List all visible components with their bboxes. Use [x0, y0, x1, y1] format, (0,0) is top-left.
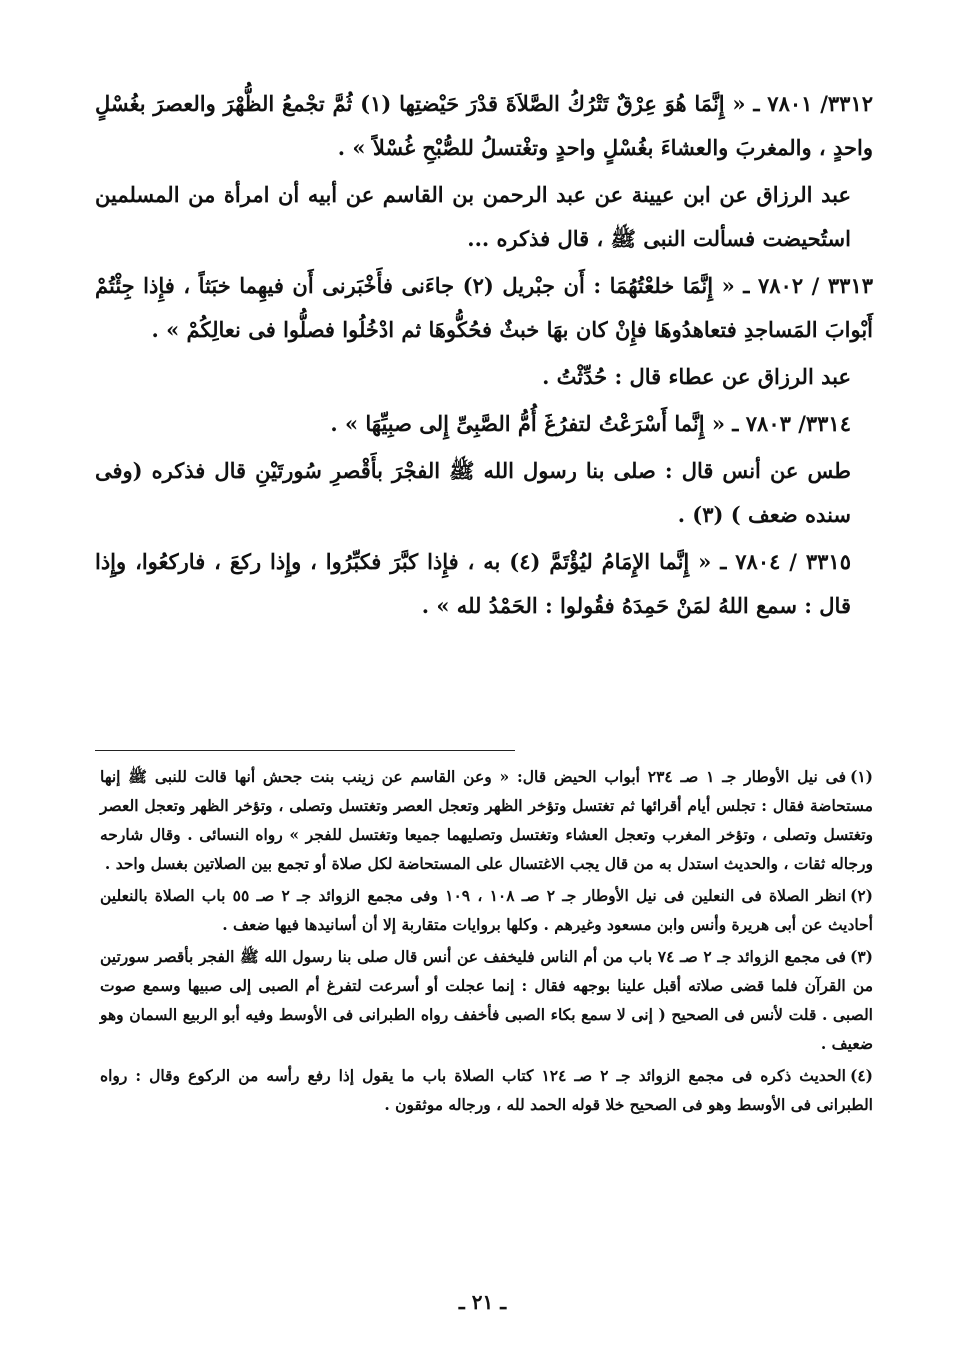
footnote-text: فى مجمع الزوائد جـ ٢ صـ ٧٤ باب من أم الناس فليخفف عن أنس قال صلى بنا رسول الله ﷺ الفجر بأقصر سورتين من القرآن فلما قضى صلاته أقبل علينا بوجهه فقال : إنما عجلت أو أسرعت لتفرغ أم الصبى إلى صبيها وسمع صوت الصبى . قلت لأنس فى الصحيح ( إنى لا سمع بكاء الصبى فأخفف رواه الطبرانى فى الأوسط وفيه أبو الربيع السمان وهو ضعيف . [100, 947, 873, 1053]
footnote-number: (٣) [849, 947, 873, 966]
footnote-1 [100, 762, 873, 878]
isnad-3314-tabarani: طس عن أنس قال : صلى بنا رسول الله ﷺ الفجْرَ بأَقْصرِ سُورتَيْنِ قال فذكره (وفى سنده ضعف ) (٣) . [95, 458, 851, 527]
isnad-3312: عبد الرزاق عن ابن عيينة عن عبد الرحمن بن القاسم عن أبيه أن امرأة من المسلمين استُحيضت فسألت النبى ﷺ ، قال فذكره ... [95, 182, 851, 251]
hadith-3313: ٣٣١٣ / ٧٨٠٢ ـ « إِنَّمَا خلعْتُهُمَا : أَن جبْريل (٢) جاءَنى فأَخْبَرنى أَن فيهِما خبَثاً ، فإِذا جِئْتُمْ أَبْوابَ المَساجدِ فتعاهدُوهَا فإِنْ كان بهَا خبثٌ فحُكُّوهَا ثم ادْخُلُوا فصلُّوا فى نعالِكُمْ » . [95, 273, 874, 342]
footnote-3 [100, 942, 873, 1058]
footnote-text: الحديث ذكره فى مجمع الزوائد جـ ٢ صـ ١٢٤ كتاب الصلاة باب ما يقول إذا رفع رأسه من الركوع وقال : رواه الطبرانى فى الأوسط وهو فى الصحيح خلا قوله الحمد لله ، ورجاله موثقون . [100, 1066, 873, 1114]
page-number: ـ ٢١ ـ [458, 1290, 507, 1314]
footnotes [100, 762, 873, 1122]
main-text [95, 82, 873, 628]
isnad-3314: عبد الرزاق عن عطاء قال : حُدِّثْتُ . [542, 364, 851, 389]
footnote-4 [100, 1061, 873, 1119]
footnote-separator [95, 750, 515, 751]
footnote-number: (١) [850, 767, 874, 786]
hadith-3312: ٣٣١٢/ ٧٨٠١ ـ « إِنَّمَا هُوَ عِرْقٌ تَتْرُكُ الصَّلاَةَ قدْرَ حَيْضتِها (١) ثُمَّ تجْمعُ الظُّهْرَ والعصرَ بغُسْلٍ واحدٍ ، والمغربَ والعشاءَ بغُسْلٍ واحدٍ وتغْتسلُ للصُّبْحِ غُسْلاً » . [95, 91, 874, 160]
footnote-text: فى نيل الأوطار جـ ١ صـ ٢٣٤ أبواب الحيض قال: « وعن القاسم عن زينب بنت جحش أنها قالت للنبى ﷺ إنها مستحاضة فقال : تجلس أيام أقرائها ثم تغتسل وتؤخر الظهر وتعجل العصر وتغتسل وتصلى ، وتؤخر الظهر وتعجل العصر وتغتسل وتصلى ، وتؤخر المغرب وتعجل العشاء وتغتسل وتصليهما جميعا وتغتسل للفجر » رواه النسائى . وقال شارحه ورجاله ثقات ، والحديث استدل به من قال يجب الاغتسال على المستحاضة لكل صلاة أو تجمع بين الصلاتين بغسل واحد . [100, 767, 873, 873]
footnote-number: (٢) [850, 886, 874, 905]
footnote-2 [100, 881, 873, 939]
footnote-text: انظر الصلاة فى النعلين فى نيل الأوطار جـ ٢ صـ ١٠٨ ، ١٠٩ وفى مجمع الزوائد جـ ٢ صـ ٥٥ باب الصلاة بالنعلين أحاديث عن أبى هريرة وأنس وابن مسعود وغيرهم . وكلها بروايات متقاربة إلا أن أسانيدها فيها ضعف . [100, 886, 873, 934]
hadith-3315: ٣٣١٥ / ٧٨٠٤ ـ « إِنَّما الإِمَامُ ليُؤْتَمَّ (٤) به ، فإِذا كبَّرَ فكبِّرُوا ، وإِذا ركعَ ، فاركعُوا، وإِذا قال : سمع اللهُ لمَنْ حَمِدَهُ فقُولوا : الحَمْدُ لله » . [95, 549, 851, 618]
hadith-3314: ٣٣١٤/ ٧٨٠٣ ـ « إِنَّما أَسْرَعْتُ لتفرُغَ أُمُّ الصَّبِىِّ إِلى صبِيِّهَا » . [330, 411, 851, 436]
footnote-number: (٤) [849, 1066, 873, 1085]
